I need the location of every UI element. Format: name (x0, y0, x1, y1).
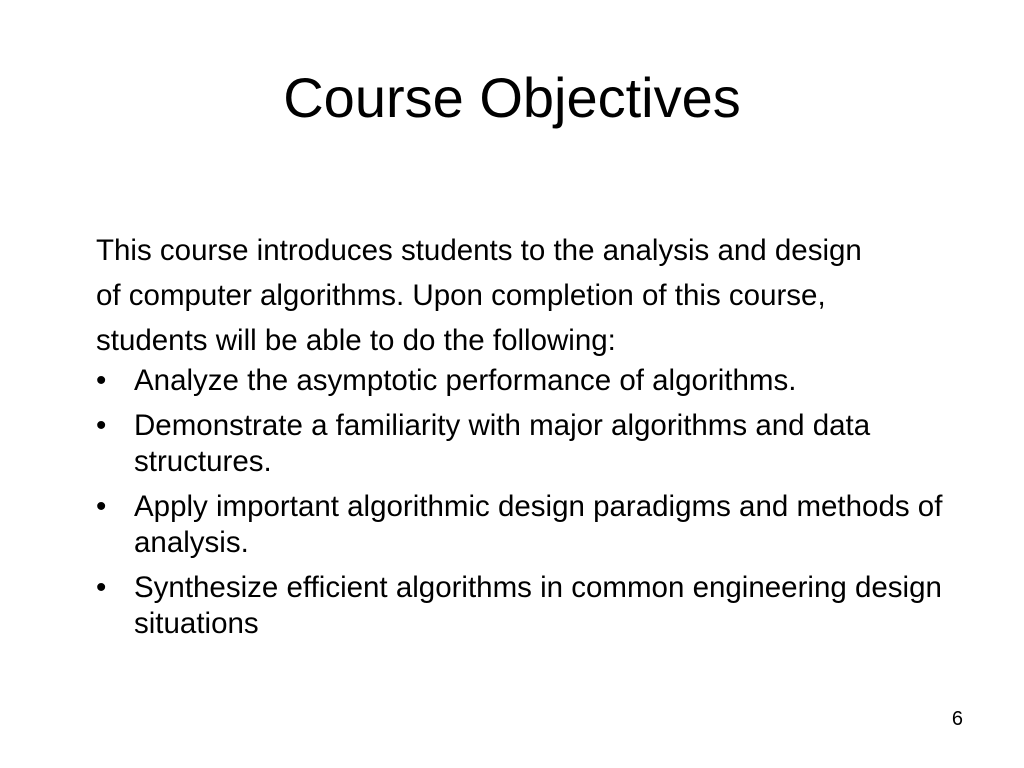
intro-line: students will be able to do the following: (96, 324, 616, 357)
bullet-icon: • (96, 364, 107, 397)
page-number: 6 (951, 708, 963, 730)
objectives-list (96, 363, 996, 642)
objective-item (96, 408, 996, 480)
bullet-icon: • (96, 490, 107, 523)
intro-line: of computer algorithms. Upon completion of this course, (96, 279, 826, 312)
slide-title: Course Objectives (283, 66, 741, 129)
bullet-icon: • (96, 571, 107, 604)
objective-text: Analyze the asymptotic performance of algorithms. (134, 364, 797, 397)
intro-paragraph (96, 228, 996, 363)
objective-item (96, 363, 996, 399)
bullet-icon: • (96, 409, 107, 442)
objective-item (96, 489, 996, 561)
objective-text: Synthesize efficient algorithms in common engineering design situations (134, 571, 942, 640)
objective-item (96, 570, 996, 642)
slide-body (96, 228, 996, 642)
objective-text: Demonstrate a familiarity with major algorithms and data structures. (134, 409, 871, 478)
intro-line: This course introduces students to the analysis and design (96, 234, 862, 267)
objective-text: Apply important algorithmic design paradigms and methods of analysis. (134, 490, 943, 559)
